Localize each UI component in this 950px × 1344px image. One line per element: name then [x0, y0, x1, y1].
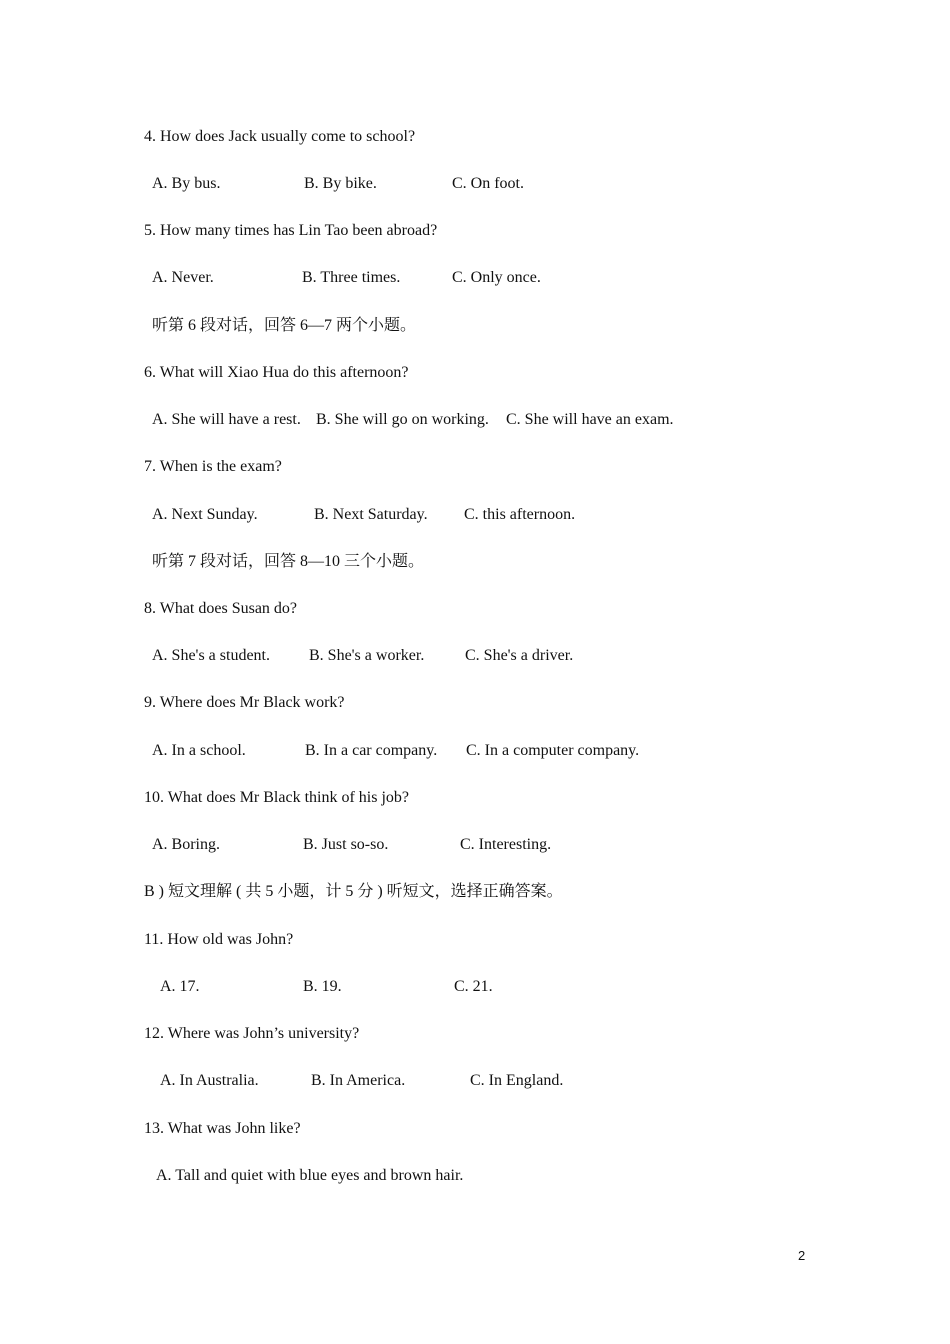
option-b: B. 19.: [303, 978, 342, 995]
option-a: A. Tall and quiet with blue eyes and brown hair.: [156, 1167, 464, 1184]
option-b: B. In America.: [311, 1072, 406, 1089]
option-a: A. Next Sunday.: [152, 506, 258, 523]
page-number: 2: [798, 1248, 806, 1263]
option-b: B. Just so-so.: [303, 836, 389, 853]
question-8: 8. What does Susan do?: [144, 600, 298, 617]
option-b: B. She will go on working.: [316, 411, 489, 428]
option-a: A. She will have a rest.: [152, 411, 301, 428]
question-11: 11. How old was John?: [144, 931, 294, 948]
option-b: B. In a car company.: [305, 742, 438, 759]
option-c: C. She will have an exam.: [506, 411, 674, 428]
instruction-dialog-7: 听第 7 段对话，回答 8—10 三个小题。: [152, 553, 425, 570]
option-c: C. this afternoon.: [464, 506, 576, 523]
option-a: A. Never.: [152, 269, 214, 286]
option-c: C. 21.: [454, 978, 493, 995]
option-c: C. In England.: [470, 1072, 564, 1089]
option-c: C. Only once.: [452, 269, 541, 286]
option-c: C. She's a driver.: [465, 647, 574, 664]
question-12: 12. Where was John’s university?: [144, 1025, 360, 1042]
option-a: A. In a school.: [152, 742, 246, 759]
option-c: C. In a computer company.: [466, 742, 640, 759]
option-a: A. She's a student.: [152, 647, 270, 664]
question-10: 10. What does Mr Black think of his job?: [144, 789, 409, 806]
question-6: 6. What will Xiao Hua do this afternoon?: [144, 364, 409, 381]
option-b: B. Next Saturday.: [314, 506, 428, 523]
option-b: B. By bike.: [304, 175, 377, 192]
question-9: 9. Where does Mr Black work?: [144, 694, 345, 711]
question-7: 7. When is the exam?: [144, 458, 282, 475]
instruction-dialog-6: 听第 6 段对话，回答 6—7 两个小题。: [152, 317, 417, 334]
question-4: 4. How does Jack usually come to school?: [144, 128, 416, 145]
section-b-heading: B ) 短文理解 ( 共 5 小题，计 5 分 ) 听短文，选择正确答案。: [144, 883, 563, 900]
option-c: C. Interesting.: [460, 836, 552, 853]
option-a: A. Boring.: [152, 836, 220, 853]
option-b: B. She's a worker.: [309, 647, 425, 664]
option-b: B. Three times.: [302, 269, 401, 286]
question-13: 13. What was John like?: [144, 1120, 301, 1137]
option-a: A. In Australia.: [160, 1072, 259, 1089]
option-a: A. By bus.: [152, 175, 221, 192]
question-5: 5. How many times has Lin Tao been abroad?: [144, 222, 438, 239]
option-c: C. On foot.: [452, 175, 524, 192]
option-a: A. 17.: [160, 978, 200, 995]
